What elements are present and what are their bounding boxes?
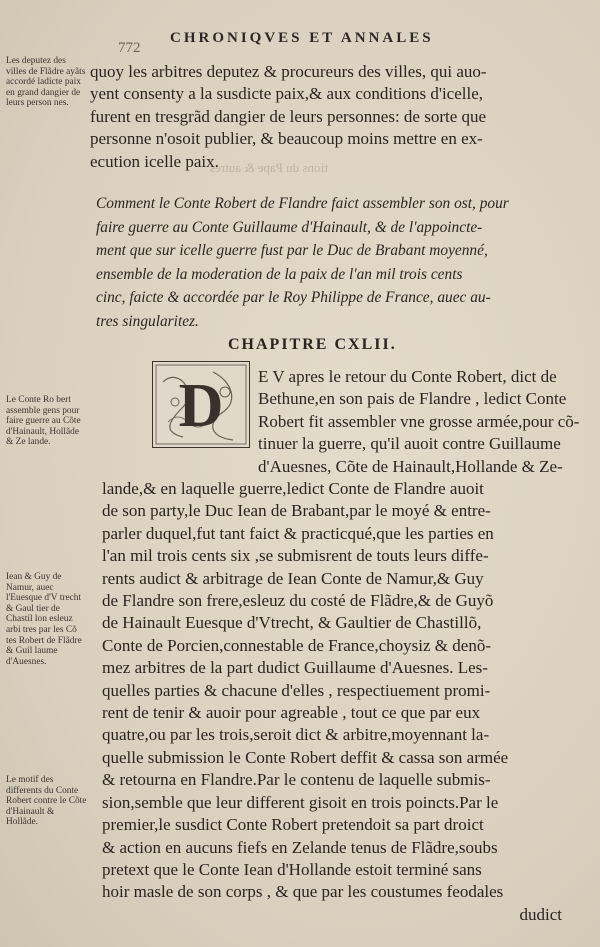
text-line: quelles parties & chacune d'elles , respectiuement promi- bbox=[102, 680, 491, 700]
text-line: E V apres le retour du Conte Robert, dict de bbox=[258, 367, 557, 386]
text-line: Conte de Porcien,connestable de France,choysiz & denõ- bbox=[102, 635, 491, 655]
text-line: de Hainault Euesque d'Vtrecht, & Gaultier de Chastillõ, bbox=[102, 613, 482, 633]
text-line: premier,le susdict Conte Robert pretendoit sa part droict bbox=[102, 815, 484, 835]
text-line: furent en tresgrãd dangier de leurs personnes: de sorte que bbox=[90, 106, 487, 126]
chapter-text bbox=[102, 478, 562, 926]
summary-line: cinc, faicte & accordée par le Roy Philippe de France, auec au- bbox=[96, 289, 491, 307]
text-line: pretext que le Conte Iean d'Hollande estoit terminé sans bbox=[102, 859, 482, 879]
text-line: yent consenty a la susdicte paix,& aux conditions d'icelle, bbox=[90, 84, 484, 104]
text-line: l'an mil trois cents six ,se submisrent de touts leurs diffe- bbox=[102, 546, 489, 566]
margin-note-conte-robert: Le Conte Ro bert assemble gens pour faire guerre au Cõte d'Hainault, Hollãde & Ze lande. bbox=[6, 395, 81, 448]
chapter-summary bbox=[96, 192, 556, 334]
text-line: quatre,ou par les trois,seroit dict & arbitre,moyennant la- bbox=[102, 725, 490, 745]
text-line: d'Auesnes, Cõte de Hainault,Hollande & Ze- bbox=[258, 456, 563, 476]
text-line: quoy les arbitres deputez & procureurs des villes, qui auo- bbox=[90, 62, 487, 81]
text-line: lande,& en laquelle guerre,ledict Conte de Flandre auoit bbox=[102, 479, 484, 498]
catchword: dudict bbox=[519, 904, 562, 924]
initial-letter: D bbox=[178, 372, 224, 440]
bleed-through-text: tions du Pape & autres bbox=[210, 160, 328, 175]
chapter-text-indented bbox=[258, 366, 580, 478]
text-line: de Flandre son frere,esleuz du costé de Flãdre,& de Guyõ bbox=[102, 591, 494, 611]
text-line: & action en aucuns fiefs en Zelande tenus de Flãdre,soubs bbox=[102, 837, 498, 857]
text-line: quelle submission le Conte Robert deffit & cassa son armée bbox=[102, 747, 509, 767]
text-line: hoir masle de son corps , & que par les coustumes feodales bbox=[102, 882, 504, 902]
summary-line: faire guerre au Conte Guillaume d'Hainault, & de l'appoincte- bbox=[96, 218, 483, 236]
page-number: 772 bbox=[118, 40, 141, 56]
text-line: rents audict & arbitrage de Iean Conte de Namur,& Guy bbox=[102, 568, 484, 588]
ornament-icon bbox=[153, 362, 249, 447]
text-line: mez arbitres de la part dudict Guillaume d'Auesnes. Les- bbox=[102, 658, 488, 678]
running-title: CHRONIQVES ET ANNALES bbox=[170, 30, 434, 46]
text-line: ecution icelle paix. bbox=[90, 151, 219, 171]
summary-line: ment que sur icelle guerre fust par le Duc de Brabant moyenné, bbox=[96, 242, 488, 260]
margin-note-deputies: Les deputez des villes de Flãdre ayãts accordé ladicte paix en grand dangier de leurs person nes. bbox=[6, 56, 86, 109]
text-line: Bethune,en son pais de Flandre , ledict Conte bbox=[258, 389, 567, 409]
text-line: personne n'osoit publier, & beaucoup moins mettre en ex- bbox=[90, 129, 483, 149]
margin-note-motif: Le motif des differents du Conte Robert contre le Cõte d'Hainault & Hollãde. bbox=[6, 775, 87, 828]
text-line: tinuer la guerre, qu'il auoit contre Guillaume bbox=[258, 434, 561, 454]
text-line: & retourna en Flandre.Par le contenu de laquelle submis- bbox=[102, 770, 491, 790]
decorated-initial bbox=[152, 361, 250, 448]
text-line: rent de tenir & auoir pour agreable , tout ce que par eux bbox=[102, 703, 481, 723]
summary-line: tres singularitez. bbox=[96, 312, 199, 330]
chapter-title: CHAPITRE CXLII. bbox=[228, 336, 397, 353]
text-line: Robert fit assembler vne grosse armée,pour cõ- bbox=[258, 411, 580, 431]
summary-line: ensemble de la moderation de la paix de l'an mil trois cents bbox=[96, 265, 463, 283]
summary-line: Comment le Conte Robert de Flandre faict assembler son ost, pour bbox=[96, 195, 509, 212]
opening-paragraph bbox=[90, 61, 560, 173]
text-line: sion,semble que leur different gisoit en trois poincts.Par le bbox=[102, 792, 499, 812]
text-line: de son party,le Duc Iean de Brabant,par le moyé & entre- bbox=[102, 501, 491, 521]
text-line: parler duquel,fut tant faict & practicqué,que les parties en bbox=[102, 523, 494, 543]
margin-note-arbitres: Iean & Guy de Namur, auec l'Euesque d'V trecht & Gaul tier de Chastil lon esleuz arbi tres par les Cõ tes Robert de Flãdre & Guil laume d'Auesnes. bbox=[6, 572, 82, 667]
